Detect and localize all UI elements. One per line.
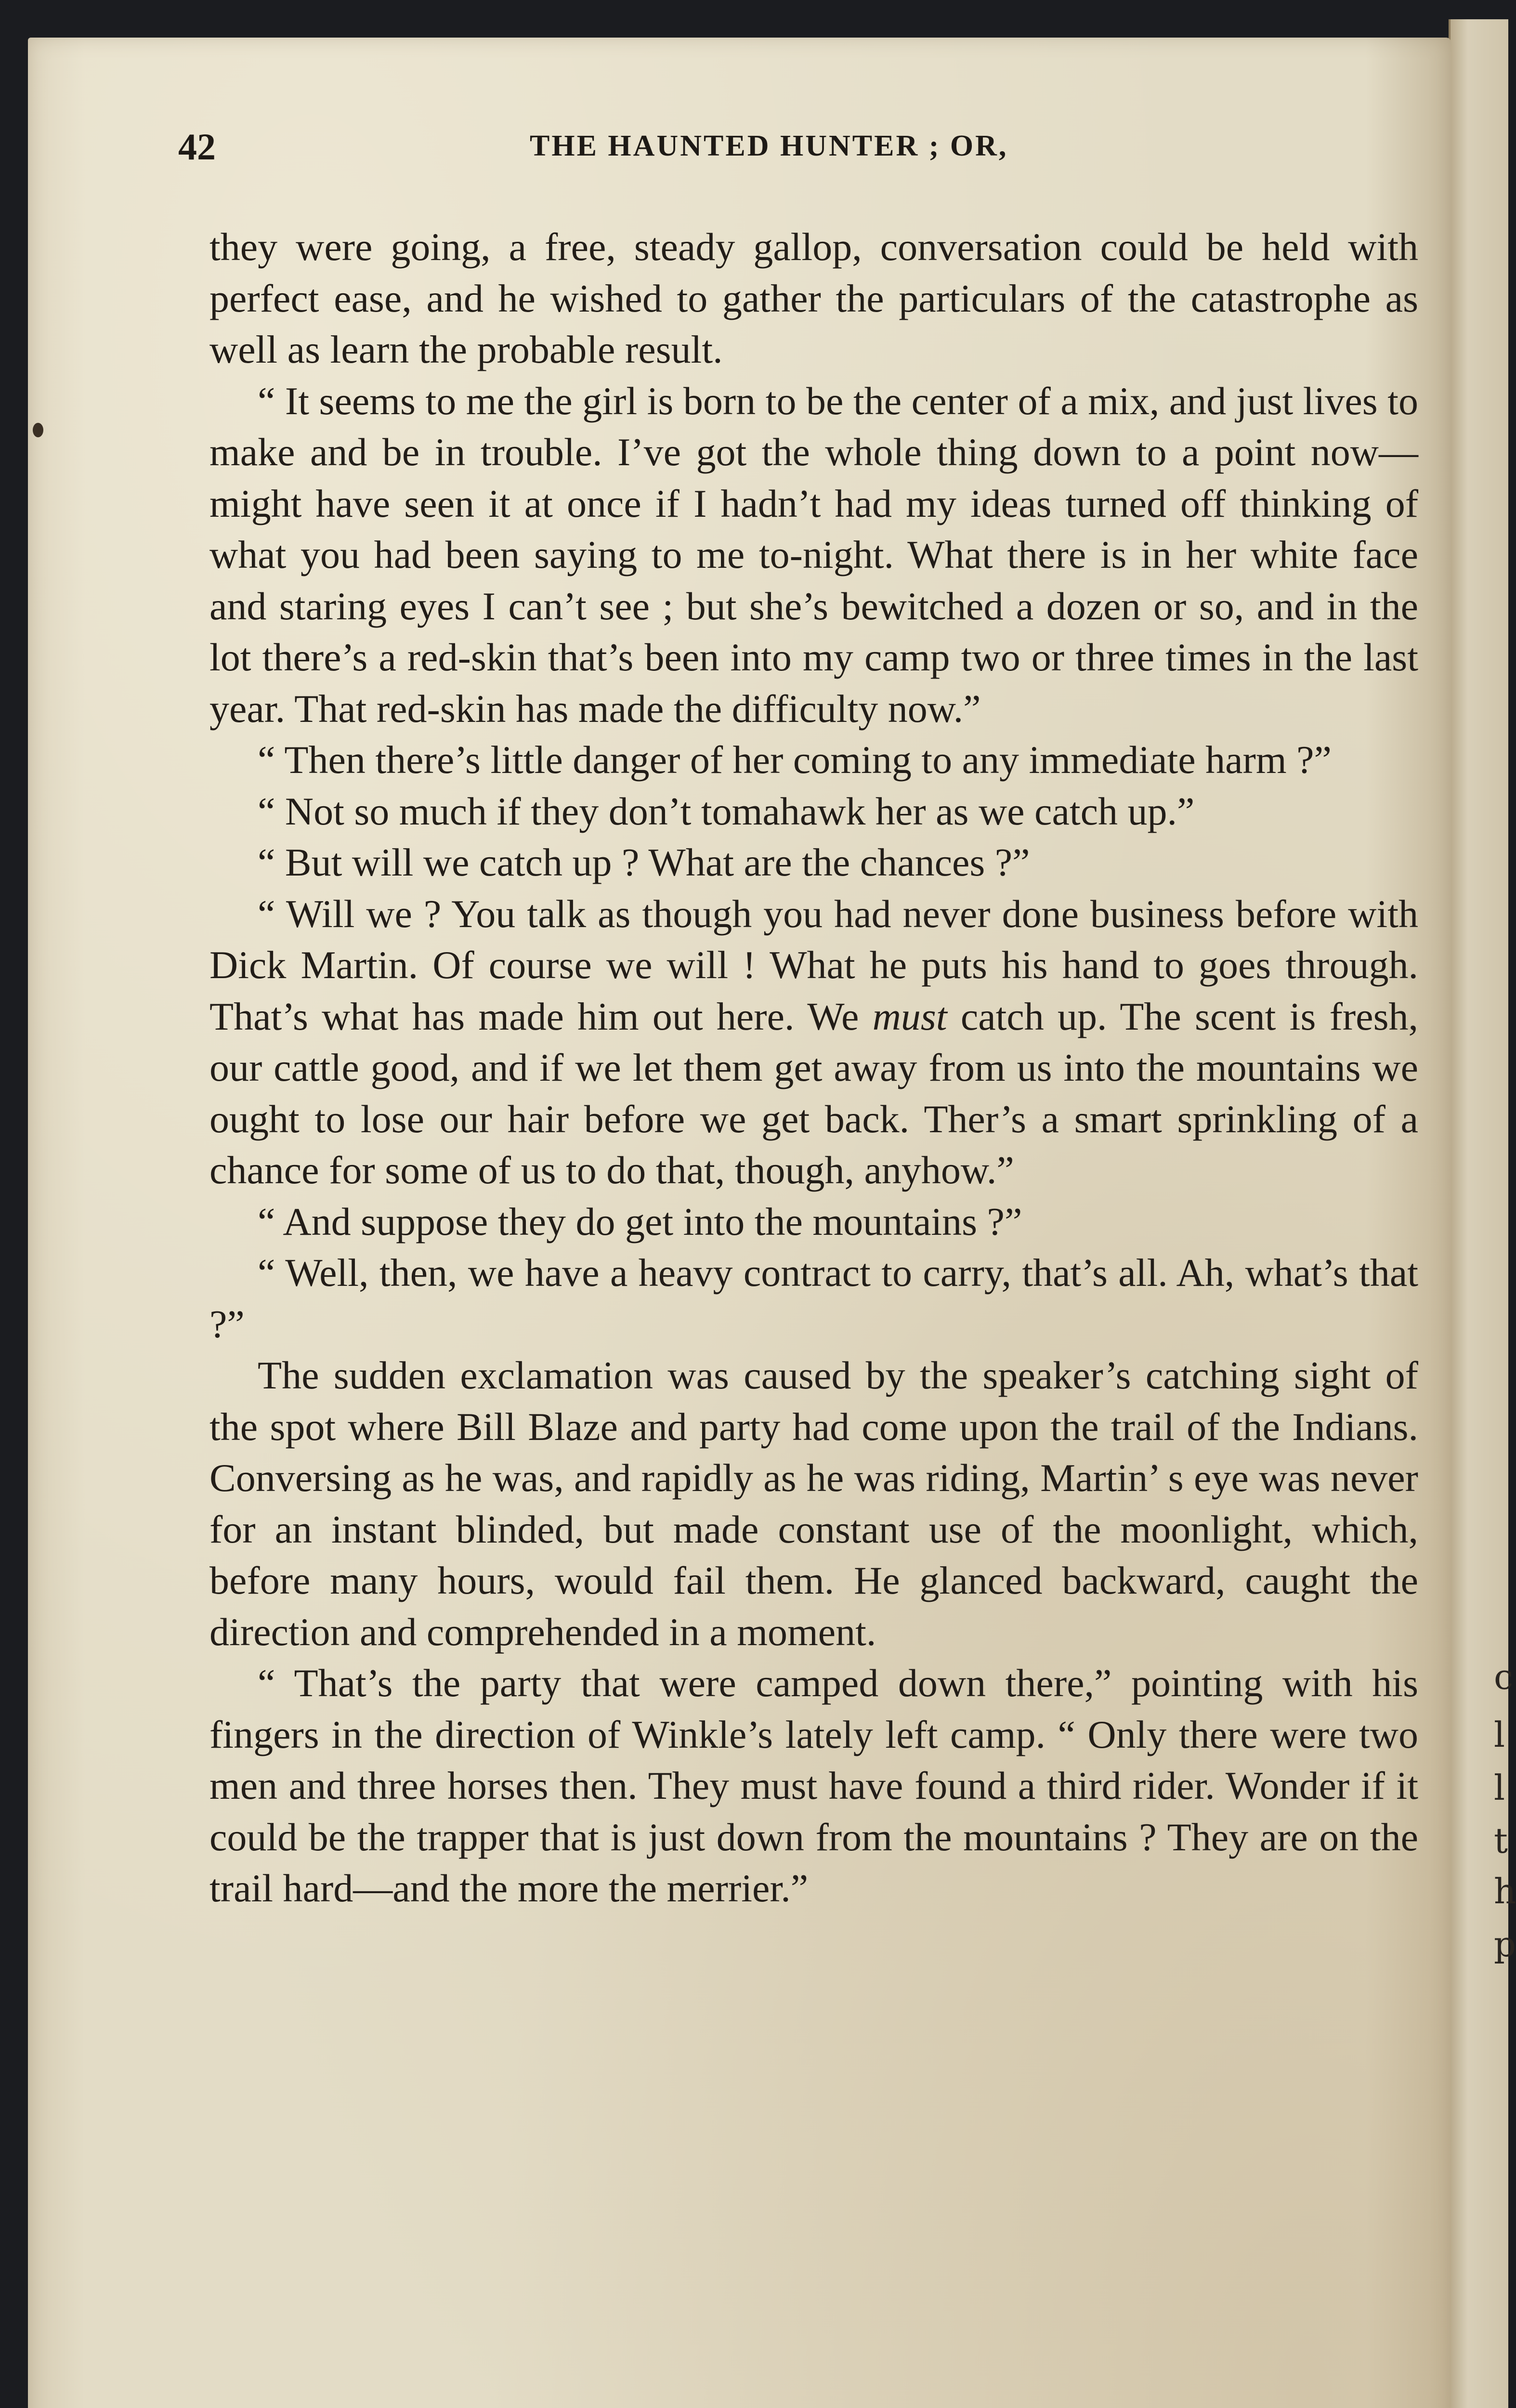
paragraph-text: “ Will we ? You talk as though you had never done business before with Dick Martin. Of course we will ! What he puts his hand to goes through. That’s what has made him out here. We: [209, 891, 1418, 1038]
page-number: 42: [178, 126, 216, 168]
adjacent-page-letter: t: [1494, 1820, 1508, 1861]
italic-emphasis: must: [872, 994, 947, 1038]
ink-spot: [33, 423, 43, 437]
adjacent-page-edge: [1449, 19, 1516, 2408]
running-title: THE HAUNTED HUNTER ; OR,: [530, 130, 1008, 162]
paragraph: “ That’s the party that were camped down there,” pointing with his fingers in the direction of Winkle’s lately left camp. “ Only there were two men and three horses then. They must have found a third rider. Wonder if it could be the trapper that is just down from the mountains ? They are on the trail hard—and the more the merrier.”: [209, 1661, 1418, 1910]
paragraph: [209, 889, 1418, 1196]
paragraph: “ And suppose they do get into the mountains ?”: [258, 1199, 1022, 1243]
paragraph: “ Then there’s little danger of her coming to any immediate harm ?”: [258, 738, 1332, 782]
adjacent-page-letter: p: [1494, 1924, 1516, 1964]
paragraph-text: catch up. The scent is fresh, our cattle good, and if we let them get away from us into the mountains we ought to lose our hair before we get back. Ther’s a smart sprinkling of a chance for some of us to do that, though, anyhow.”: [209, 994, 1418, 1192]
paragraph: “ But will we catch up ? What are the chances ?”: [258, 840, 1030, 884]
adjacent-page-letter: h: [1494, 1871, 1516, 1911]
paragraph: they were going, a free, steady gallop, conversation could be held with perfect ease, and he wished to gather the particulars of the catastrophe as well as learn the probable result.: [209, 225, 1418, 371]
paragraph: The sudden exclamation was caused by the speaker’s catching sight of the spot where Bill Blaze and party had come upon the trail of the Indians. Conversing as he was, and rapidly as he was riding, Martin’ s eye was never for an instant blinded, but made constant use of the moonlight, which, before many hours, would fail them. He glanced backward, caught the direction and comprehended in a moment.: [209, 1353, 1418, 1654]
paragraph: “ Not so much if they don’t tomahawk her as we catch up.”: [258, 789, 1195, 833]
paragraph: “ Well, then, we have a heavy contract to carry, that’s all. Ah, what’s that ?”: [209, 1251, 1418, 1346]
paragraph: “ It seems to me the girl is born to be the center of a mix, and just lives to make and be in trouble. I’ve got the whole thing down to a point now—might have seen it at once if I hadn’t had my ideas turned off thinking of what you had been saying to me to-night. What there is in her white face and staring eyes I can’t see ; but she’s bewitched a dozen or so, and in the lot there’s a red-skin that’s been into my camp two or three times in the last year. That red-skin has made the difficulty now.”: [209, 379, 1418, 731]
page-body-text: [209, 222, 1418, 1914]
adjacent-page-letter: c: [1494, 1657, 1514, 1697]
adjacent-page-letter: l: [1494, 1714, 1505, 1755]
adjacent-page-letter: l: [1494, 1767, 1505, 1808]
